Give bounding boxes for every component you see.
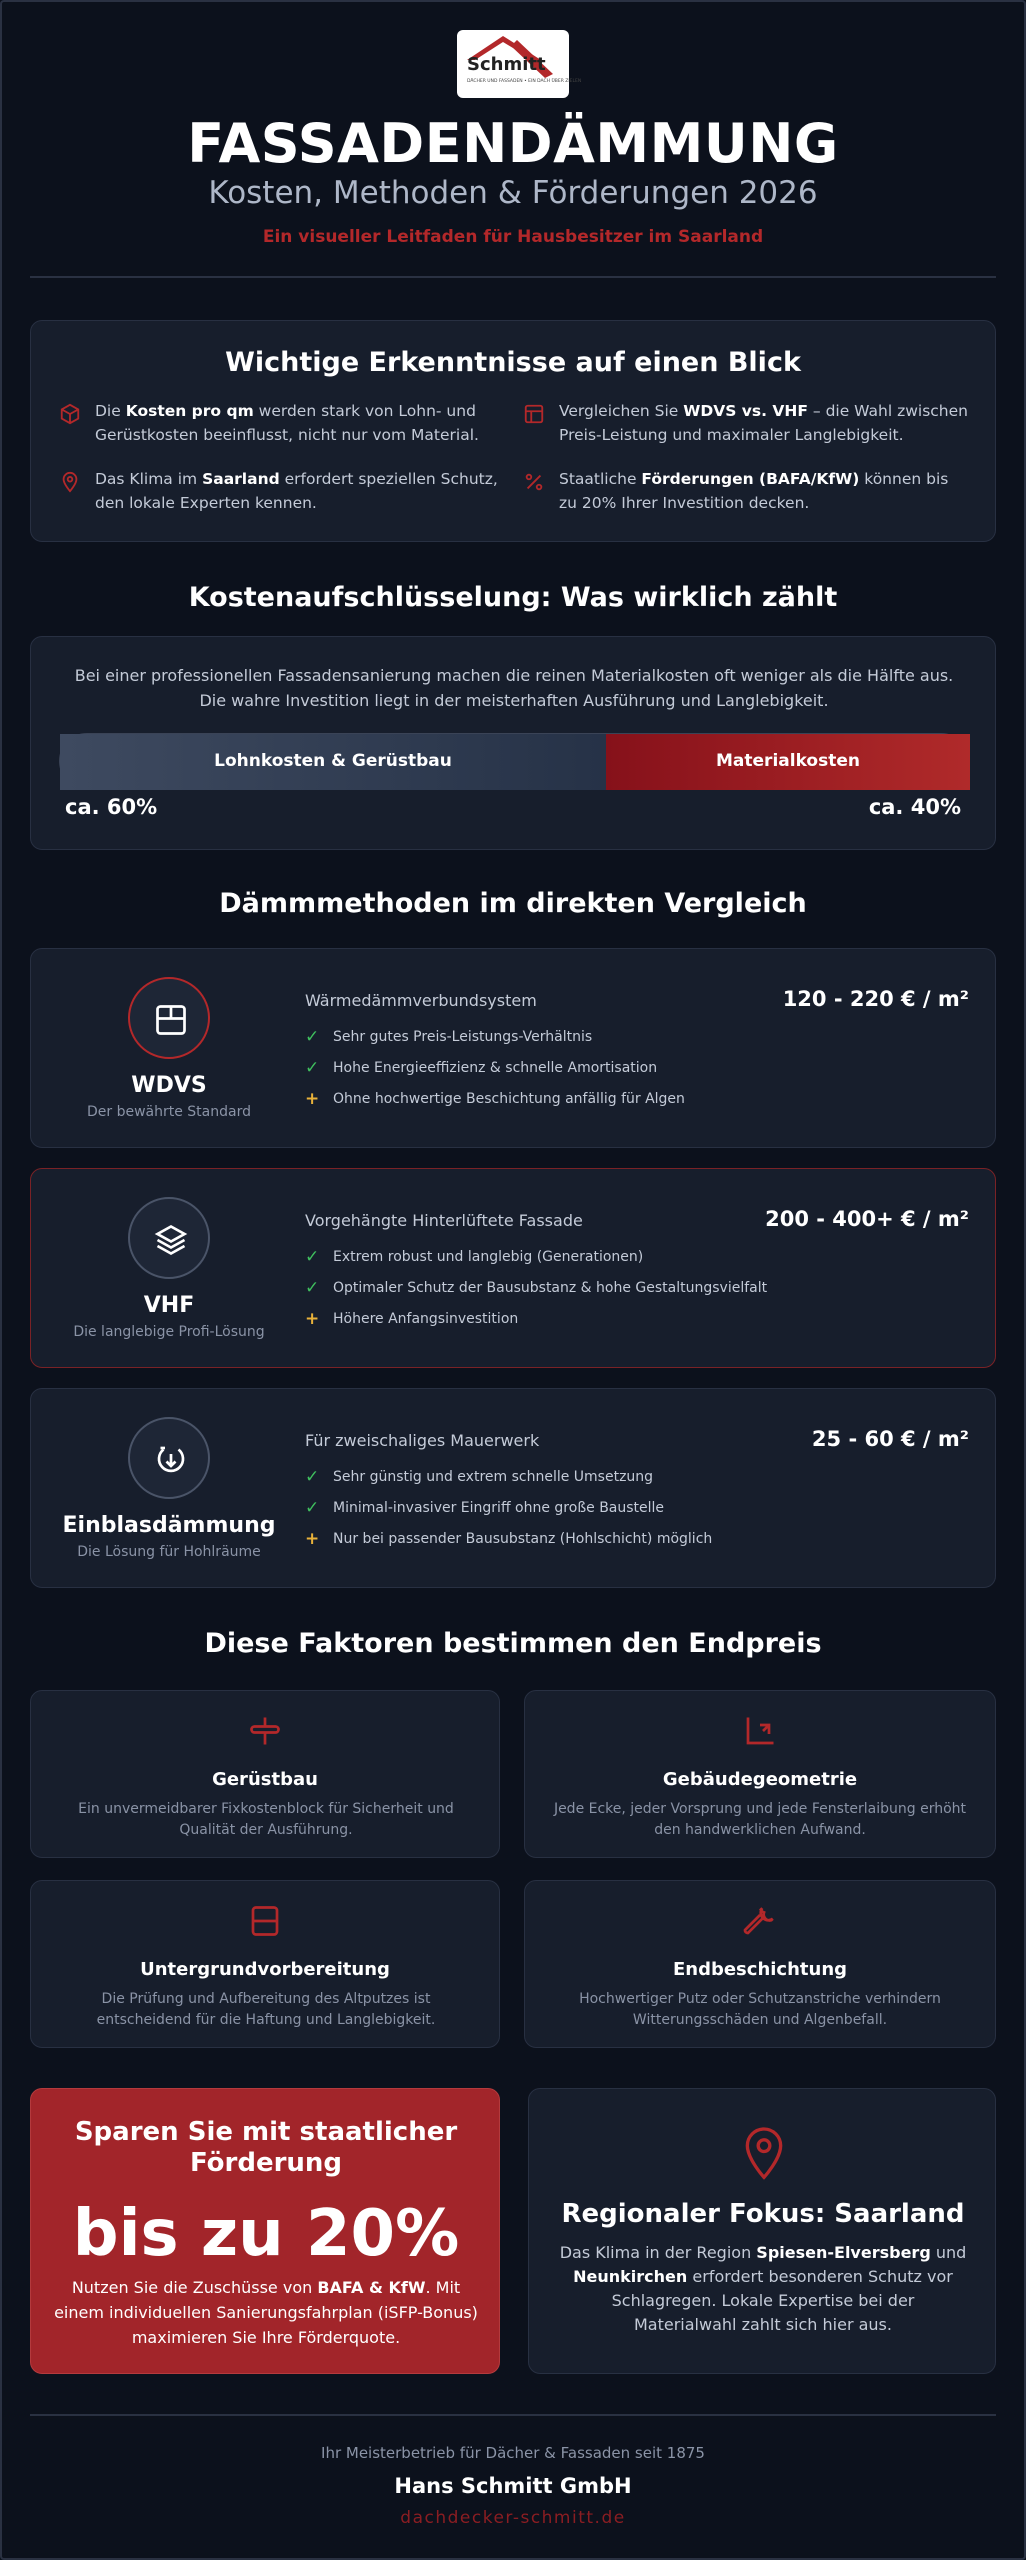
region-text-mid: und [930,2243,967,2262]
wrench-icon [742,1903,778,1939]
region-place-1: Spiesen-Elversberg [756,2243,931,2262]
feature-text: Höhere Anfangsinvestition [333,1311,519,1327]
insight-text-pre: Die [95,402,126,420]
layout-icon [523,403,545,425]
feature-text: Hohe Energieeffizienz & schnelle Amortisation [333,1060,658,1076]
factors-section-title: Diese Faktoren bestimmen den Endpreis [204,1628,822,1659]
method-price: 120 - 220 € / m² [782,987,969,1011]
page-subtitle: Kosten, Methoden & Förderungen 2026 [208,175,818,211]
insight-text-bold: WDVS vs. VHF [683,402,808,420]
labor-cost-segment [60,734,606,790]
cube-icon [59,403,81,425]
method-subtitle: Der bewährte Standard [86,1104,251,1120]
page-tagline: Ein visueller Leitfaden für Hausbesitzer im Saarland [262,227,764,247]
check-icon: ✓ [305,1058,320,1078]
map-pin-icon [744,2127,784,2181]
method-subtitle: Die Lösung für Hohlräume [77,1544,261,1560]
footer-note: Ihr Meisterbetrieb für Dächer & Fassaden seit 1875 [321,2444,705,2462]
method-description: Für zweischaliges Mauerwerk [305,1431,540,1450]
logo-tagline: DÄCHER UND FASSADEN • EIN DACH ÜBER ZIELEN [467,79,582,84]
region-title: Regionaler Fokus: Saarland [561,2199,965,2229]
methods-section-title: Dämmmethoden im direkten Vergleich [219,888,807,919]
check-icon: ✓ [305,1467,320,1487]
method-name: WDVS [131,1073,207,1098]
plus-icon: + [305,1089,320,1109]
costs-intro: Bei einer professionellen Fassadensanierung machen die reinen Materialkosten oft weniger als die Hälfte aus. Die wahre Investition liegt in der meisterhaften Ausführung und Langlebigkeit. [74,666,954,710]
plus-icon: + [305,1529,320,1549]
insight-text-post: – die Wahl zwischen Preis-Leistung und maximaler Langlebigkeit. [559,402,968,444]
feature-text: Sehr günstig und extrem schnelle Umsetzung [333,1469,654,1485]
method-card-einblas [30,1388,996,1588]
insight-text-bold: Förderungen (BAFA/KfW) [641,470,860,488]
footer-company: Hans Schmitt GmbH [394,2474,632,2498]
panel-icon [153,1002,189,1038]
funding-highlight: bis zu 20% [72,2197,460,2271]
funding-text [51,2275,481,2350]
factor-title: Gerüstbau [212,1769,318,1790]
check-icon: ✓ [305,1498,320,1518]
factor-card [524,1690,996,1858]
insight-text-post: werden stark von Lohn- und Gerüstkosten beeinflusst, nicht nur vom Material. [95,402,479,444]
method-icon-circle [128,1197,210,1279]
method-description: Vorgehängte Hinterlüftete Fassade [305,1211,583,1230]
insight-text-post: können bis zu 20% Ihrer Investition decken. [559,470,949,512]
method-name: VHF [143,1293,195,1318]
region-text-pre: Das Klima in der Region [559,2243,757,2262]
layers-icon [153,1222,189,1258]
method-description: Wärmedämmverbundsystem [305,991,537,1010]
material-cost-percent: ca. 40% [868,795,961,819]
labor-cost-percent: ca. 60% [65,795,158,819]
method-icon-circle [128,977,210,1059]
check-icon: ✓ [305,1247,320,1267]
feature-text: Ohne hochwertige Beschichtung anfällig für Algen [333,1091,685,1107]
insights-title: Wichtige Erkenntnisse auf einen Blick [225,347,801,378]
method-subtitle: Die langlebige Profi-Lösung [73,1324,265,1340]
funding-text-pre: Nutzen Sie die Zuschüsse von [71,2278,318,2297]
factor-card [30,1690,500,1858]
material-cost-segment [606,734,970,790]
method-name: Einblasdämmung [62,1513,276,1538]
factor-title: Untergrundvorbereitung [140,1959,390,1980]
factor-title: Endbeschichtung [672,1959,848,1980]
insight-text-bold: Saarland [202,470,280,488]
method-card-wdvs [30,948,996,1148]
insight-text-pre: Vergleichen Sie [559,402,684,420]
method-price: 25 - 60 € / m² [811,1427,969,1451]
feature-text: Minimal-invasiver Eingriff ohne große Baustelle [333,1500,665,1516]
method-icon-circle [128,1417,210,1499]
factor-title: Gebäudegeometrie [662,1769,858,1790]
footer-website-link[interactable]: dachdecker-schmitt.de [400,2508,626,2528]
factor-description: Die Prüfung und Aufbereitung des Altputzes ist entscheidend für die Haftung und Langlebigkeit. [96,1991,436,2028]
cost-split-bar [59,733,969,789]
material-cost-label: Materialkosten [716,751,860,771]
costs-card [30,636,996,850]
region-text-post: erfordert besonderen Schutz vor Schlagregen. Lokale Expertise bei der Materialwahl zahlt sich hier aus. [611,2267,953,2334]
percent-icon [523,471,545,493]
company-logo[interactable] [457,30,582,98]
costs-section-title: Kostenaufschlüsselung: Was wirklich zählt [188,582,838,613]
page-title: FASSADENDÄMMUNG [187,112,839,175]
inject-icon [153,1442,189,1478]
feature-text: Optimaler Schutz der Bausubstanz & hohe Gestaltungsvielfalt [333,1280,768,1296]
insight-text-post: erfordert speziellen Schutz, den lokale Experten kennen. [95,470,498,512]
feature-text: Sehr gutes Preis-Leistungs-Verhältnis [333,1029,593,1045]
factor-card [524,1880,996,2048]
footer-divider [30,2414,996,2416]
insight-text-pre: Das Klima im [95,470,203,488]
region-text [559,2241,967,2337]
feature-text: Extrem robust und langlebig (Generationen) [333,1249,644,1265]
region-card [528,2088,996,2374]
region-place-2: Neunkirchen [573,2267,688,2286]
labor-cost-label: Lohnkosten & Gerüstbau [214,751,452,771]
insight-text-bold: Kosten pro qm [125,402,254,420]
funding-title: Sparen Sie mit staatlicher Förderung [74,2117,458,2178]
method-price: 200 - 400+ € / m² [765,1207,969,1231]
factor-description: Ein unvermeidbarer Fixkostenblock für Sicherheit und Qualität der Ausführung. [78,1801,454,1838]
header-divider [30,276,996,278]
funding-text-post: . Mit einem individuellen Sanierungsfahrplan (iSFP-Bonus) maximieren Sie Ihre Förderquote. [54,2278,478,2347]
funding-card [30,2088,500,2374]
insights-card [30,320,996,542]
check-icon: ✓ [305,1278,320,1298]
funding-text-bold: BAFA & KfW [317,2278,426,2297]
insight-text-pre: Staatliche [559,470,642,488]
factor-description: Hochwertiger Putz oder Schutzanstriche verhindern Witterungsschäden und Algenbefall. [579,1991,941,2028]
method-card-vhf [30,1168,996,1368]
plus-icon: + [305,1309,320,1329]
factor-card [30,1880,500,2048]
scaffold-icon [247,1713,283,1749]
substrate-icon [247,1903,283,1939]
corner-icon [742,1713,778,1749]
check-icon: ✓ [305,1027,320,1047]
logo-wordmark: Schmitt [467,54,546,75]
factor-description: Jede Ecke, jeder Vorsprung und jede Fensterlaibung erhöht den handwerklichen Aufwand. [553,1801,967,1838]
feature-text: Nur bei passender Bausubstanz (Hohlschicht) möglich [333,1531,713,1547]
map-pin-icon [59,471,81,493]
